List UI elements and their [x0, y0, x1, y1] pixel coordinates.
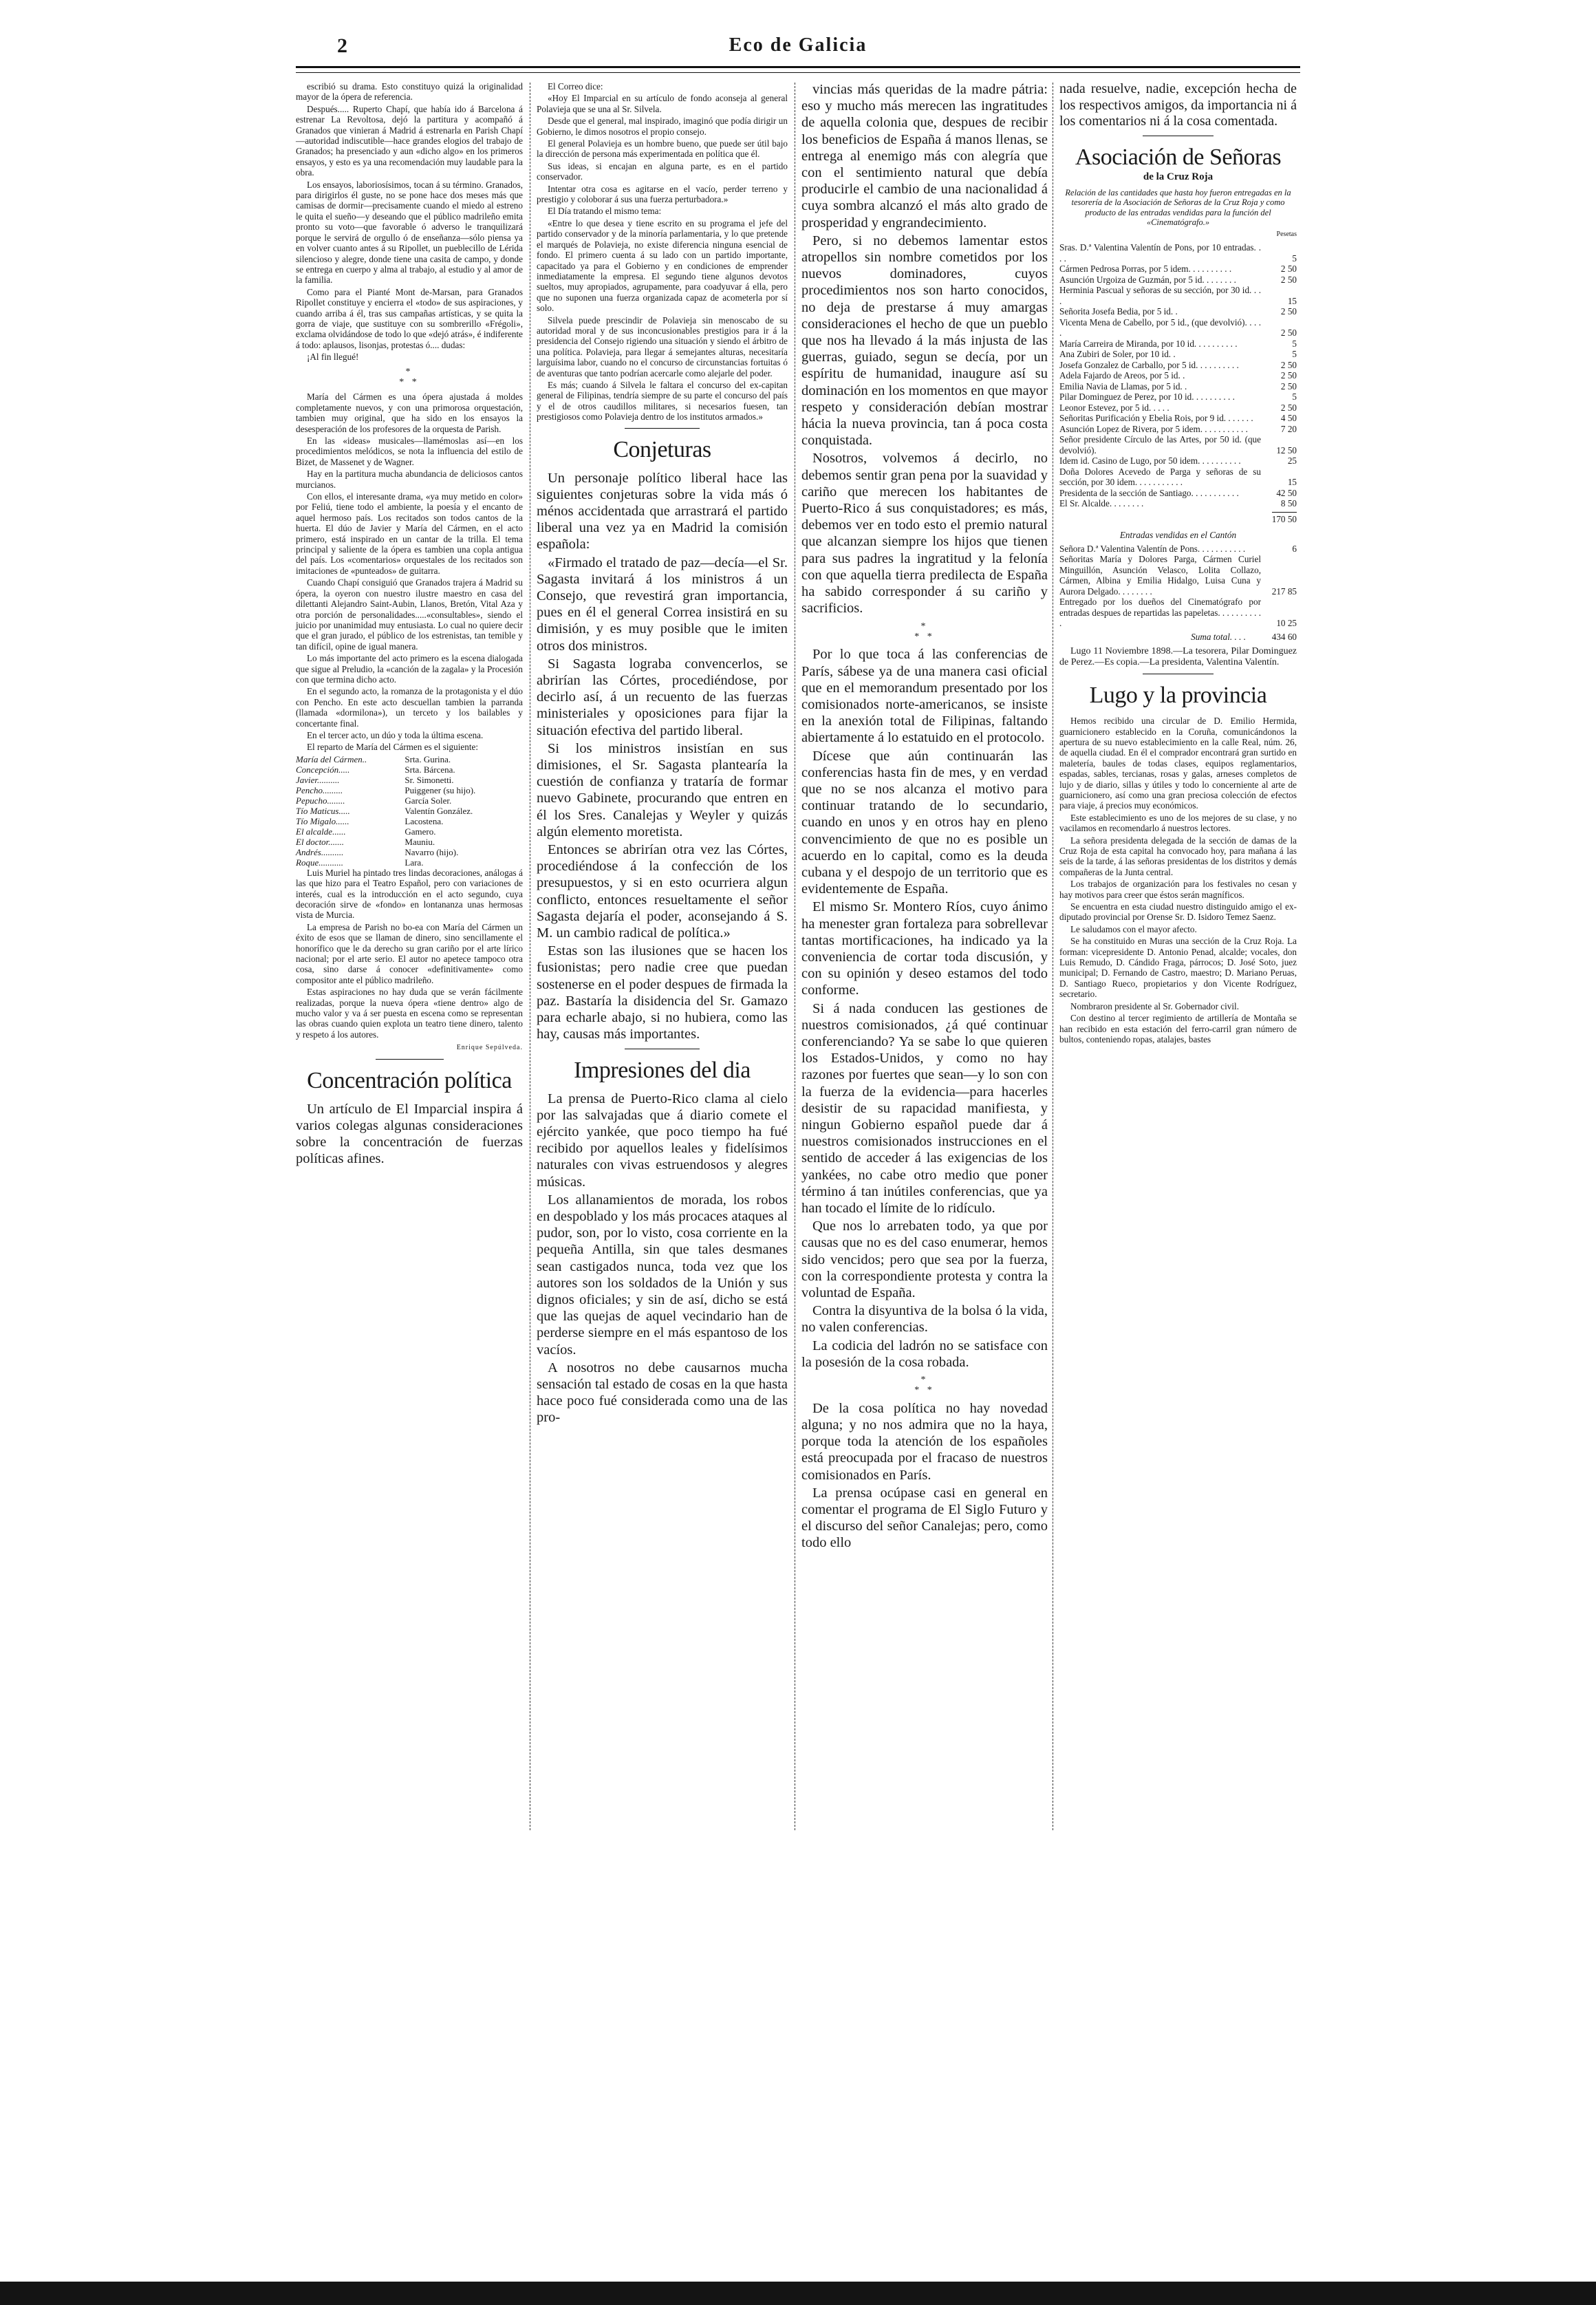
donor-name: Señorita Josefa Bedia, por 5 id. .: [1059, 306, 1178, 317]
section-title-conjeturas: Conjeturas: [613, 436, 711, 462]
donation-amount: 12 50: [1276, 444, 1297, 455]
donor-name: Doña Dolores Acevedo de Parga y señoras de su sección, por 30 idem. . . . . . . . . . .: [1059, 466, 1261, 488]
article-paragraph: «Hoy El Imparcial en su artículo de fondo aconseja al general Polavieja que se una al Sr. Silvela.: [537, 93, 788, 114]
article-paragraph: Cuando Chapí consiguió que Granados trajera á Madrid su ópera, la oyeron con nuestro ilustre maestro en casa del dilettanti Alejandro Saint-Aubin, Llanos, Bretón, Vital Aza y otra porción de personalidades.....«consultables», siendo el juicio por unanimidad muy entusiasta. Lo cual no quiere decir que el gran jurado, el público de los estrenistas, tan temible y tan difícil, opine de igual manera.: [296, 577, 523, 652]
donation-amount: 5: [1292, 392, 1297, 403]
article-paragraph: Desde que el general, mal inspirado, imaginó que podía dirigir un Gobierno, le dimos nosotros el propio consejo.: [537, 116, 788, 137]
article-paragraph: En las «ideas» musicales—llamémoslas así—en los procedimientos melódicos, se nota la influencia del estilo de Bizet, de Massenet y de Wagner.: [296, 436, 523, 467]
currency-label: Pesetas: [1276, 230, 1297, 238]
cast-role: Pepucho........: [296, 795, 345, 806]
cast-actor: Puiggener (su hijo).: [405, 784, 476, 795]
article-paragraph: Silvela puede prescindir de Polavieja sin menoscabo de su autoridad moral y de sus inconcusionables prestigios para ir á la presidencia del Consejo rigiendo una situación y siendo el árbitro de una política. Polavieja, para llegar á semejantes alturas, necesitaría larguísima labor, cuando no el concurso de circunstancias fortuitas ó de aventuras que tanto podrían acercarle como alejarle del poder.: [537, 314, 788, 378]
cast-actor: Lacostena.: [405, 815, 444, 826]
donation-amount: 217 85: [1271, 586, 1297, 597]
donor-name: Ana Zubiri de Soler, por 10 id. .: [1059, 349, 1176, 360]
cast-role: Roque...........: [296, 857, 343, 868]
donor-name: María Carreira de Miranda, por 10 id. . . . . . . . . .: [1059, 338, 1238, 349]
article-paragraph: El Día tratando el mismo tema:: [548, 206, 662, 217]
cast-row: [296, 857, 523, 868]
donation-row: [1059, 285, 1297, 306]
article-paragraph: nada resuelve, nadie, excepción hecha de los respectivos amigos, da importancia ni á los comentarios ni á la cosa comentada.: [1059, 81, 1297, 129]
section-subtitle: de la Cruz Roja: [1143, 171, 1214, 182]
donor-name: Señora D.ª Valentina Valentín de Pons. . . . . . . . . . .: [1059, 543, 1246, 554]
donation-row: [1059, 498, 1297, 509]
donation-amount: 2 50: [1280, 402, 1297, 413]
article-paragraph: Se ha constituido en Muras una sección de la Cruz Roja. La forman: vicepresidente D. Antonio Penad, alcalde; vocales, don Luis Remudo, D. Cándido Fraga, párrocos; D. José Soto, juez municipal; D. Fernando de Castro, maestro; D. Mariano Peruas, D. Santiago Rueco, propietarios y don Vicente Rodríguez, secretario.: [1059, 936, 1297, 1000]
donation-amount: 10 25: [1276, 618, 1297, 629]
total-row: [1059, 632, 1297, 643]
article-paragraph: Si Sagasta lograba convencerlos, se abrirían las Córtes, procediéndose, por decirlo así, á un recuento de las fuerzas ministeriales y oposiciones para fijar la situación efectiva del partido liberal.: [537, 656, 788, 738]
donor-name: Señoritas María y Dolores Parga, Cármen Curiel Minguillón, Asunción Velasco, Lolita Collazo, Cármen, Albina y Emilia Hidalgo, Luisa Cuna y Aurora Delgado. . . . . . . .: [1059, 554, 1261, 597]
donor-name: Josefa Gonzalez de Carballo, por 5 id. . . . . . . . . .: [1059, 359, 1239, 370]
article-paragraph: Por lo que toca á las conferencias de París, sábese ya de una manera casi oficial que en el memorandum presentado por los comisionados norte-americanos, se insiste en la anexión total de Filipinas, faltando abiertamente á lo estatuido en el protocolo.: [801, 647, 1048, 746]
donation-amount: 8 50: [1280, 498, 1297, 509]
donor-name: Asunción Urgoiza de Guzmán, por 5 id. . . . . . . .: [1059, 274, 1236, 285]
article-paragraph: Nombraron presidente al Sr. Gobernador civil.: [1070, 1000, 1239, 1011]
column-1: [296, 81, 523, 1168]
article-paragraph: Se encuentra en esta ciudad nuestro distinguido amigo el ex-diputado provincial por Orense Sr. D. Isidoro Temez Saenz.: [1059, 901, 1297, 923]
cast-row: [296, 837, 523, 847]
donor-name: Señoritas Purificación y Ebelia Rois, por 9 id. . . . . . .: [1059, 413, 1253, 424]
donation-amount: 7 20: [1280, 423, 1297, 434]
donation-amount: 2 50: [1280, 359, 1297, 370]
column-3: [801, 81, 1048, 1553]
donation-amount: 2 50: [1280, 370, 1297, 381]
cast-actor: Navarro (hijo).: [405, 846, 459, 857]
donation-row: [1059, 554, 1297, 597]
donation-row: [1059, 317, 1297, 339]
donation-row: [1059, 370, 1297, 381]
donation-amount: 5: [1292, 253, 1297, 264]
cast-row: [296, 847, 523, 857]
donor-name: Herminia Pascual y señoras de su sección, por 30 id. . . .: [1059, 285, 1261, 306]
article-paragraph: Que nos lo arrebaten todo, ya que por causas que no es del caso enumerar, hemos sido vencidos; pero que sea por la fuerza, con la correspondiente protesta y contra la voluntad de España.: [801, 1219, 1048, 1301]
canton-title: Entradas vendidas en el Cantón: [1119, 530, 1237, 541]
cast-role: El alcalde......: [296, 826, 346, 837]
article-paragraph: Si á nada conducen las gestiones de nuestros comisionados, ¿á qué continuar conferenciando? Ya se sabe lo que quieren los Estados-Unidos, y como no hay razones por fuertes que sean—y lo son con la fuerza de la evidencia—para hacerles desistir de su rapacidad manifiesta, y ningun Gobierno español puede dar á nuestros comisionados instrucciones en el sentido de acceder á las exigencias de los yankées, no cabe otro medio que poner término á tan inútiles conferencias, que ya han tocado el límite de lo ridículo.: [801, 1000, 1048, 1216]
donor-name: Cármen Pedrosa Porras, por 5 idem. . . . . . . . . .: [1059, 264, 1232, 275]
canton-table: [1059, 544, 1297, 629]
cast-role: Tío Migalo......: [296, 815, 349, 826]
donor-name: El Sr. Alcalde. . . . . . . .: [1059, 498, 1144, 509]
cast-role: Tío Maticus.....: [296, 805, 350, 816]
article-paragraph: La codicia del ladrón no se satisface con la posesión de la cosa robada.: [801, 1338, 1048, 1370]
cast-row: [296, 775, 523, 785]
donation-amount: 2 50: [1280, 264, 1297, 275]
article-paragraph: Le saludamos con el mayor afecto.: [1070, 923, 1197, 934]
donation-row: [1059, 403, 1297, 414]
donor-name: Asunción Lopez de Rivera, por 5 idem. . . . . . . . . . .: [1059, 423, 1248, 434]
article-paragraph: Hay en la partitura mucha abundancia de deliciosos cantos murcianos.: [296, 469, 523, 490]
donation-amount: 6: [1292, 543, 1297, 554]
cast-row: [296, 764, 523, 775]
column-4: [1059, 81, 1297, 1046]
donation-row: [1059, 242, 1297, 264]
article-paragraph: Sus ideas, si encajan en alguna parte, es en el partido conservador.: [537, 160, 788, 182]
cast-actor: Gamero.: [405, 826, 436, 837]
cast-role: El doctor.......: [296, 836, 345, 847]
article-paragraph: Este establecimiento es uno de los mejores de su clase, y no vacilamos en recomendarlo á nuestros lectores.: [1059, 812, 1297, 834]
donor-name: Sras. D.ª Valentina Valentín de Pons, por 10 entradas. . . .: [1059, 242, 1261, 264]
cast-row: [296, 795, 523, 806]
donation-amount: 25: [1287, 455, 1297, 467]
donation-amount: 42 50: [1276, 487, 1297, 498]
column-2: [537, 81, 788, 1428]
article-paragraph: La prensa ocúpase casi en general en comentar el programa de El Siglo Futuro y el discurso del señor Canalejas; pero, como todo ello: [801, 1485, 1048, 1551]
donation-row: [1059, 455, 1297, 467]
section-title-impresiones: Impresiones del dia: [574, 1057, 751, 1083]
donor-name: Presidenta de la sección de Santiago. . . . . . . . . . .: [1059, 487, 1239, 498]
donor-name: Adela Fajardo de Areos, por 5 id. .: [1059, 370, 1185, 381]
cast-actor: Lara.: [405, 857, 424, 868]
donation-row: [1059, 306, 1297, 317]
donation-row: [1059, 597, 1297, 629]
scan-border: [0, 2282, 1596, 2305]
article-paragraph: Los allanamientos de morada, los robos en despoblado y los más procaces ataques al pudor, son, por lo visto, cosa corriente en la pequeña Antilla, sin que tales desmanes sean castigados nunca, toda vez que los autores son los soldados de la Unión y sus dignos oficiales; y sin de así, dicho se está que las quejas de aquel vecindario han de perderse siempre en el más espantoso de los vacíos.: [537, 1192, 788, 1358]
article-paragraph: La prensa de Puerto-Rico clama al cielo por las salvajadas que á diario comete el ejército yankée, que poco tiempo ha fué recibido por aquellos leales y fidelísimos naturales con vivas estruendosos y alegres músicas.: [537, 1091, 788, 1190]
article-paragraph: A nosotros no debe causarnos mucha sensación tal estado de cosas en la que hasta hace poco fué considerada como una de las pro-: [537, 1360, 788, 1426]
subtotal: 170 50: [1272, 512, 1297, 524]
donor-name: Vicenta Mena de Cabello, por 5 id., (que devolvió). . . . .: [1059, 317, 1261, 339]
donation-row: [1059, 467, 1297, 488]
article-paragraph: vincias más queridas de la madre pátria: eso y mucho más merecen las ingratitudes de aquella colonia que, despues de recibir los beneficios de España á manos llenas, se entrega al enemigo más con alegría que con el sentimiento natural que debía producirle el cambio de una nacionalidad á cuya sombra alcanzó el más alto grado de prosperidad y engrandecimiento.: [801, 82, 1048, 231]
article-paragraph: Hemos recibido una circular de D. Emilio Hermida, guarnicionero establecido en la Coruña, comunicándonos la apertura de su nuevo establecimiento en la calle Real, núm. 26, de aquella ciudad. En él el comprador encontrará gran surtido en maletería, baules de todas clases, equipos reglamentarios, espadas, sables, tercianas, rosas y galas, arneses completos de lujo y de diario, sillas y útiles y todo lo concerniente al arte de guarnicionero, así como una gran preciosa colección de efectos para viaje, á precios muy económicos.: [1059, 716, 1297, 811]
section-separator-stars: * * *: [914, 621, 935, 642]
donation-row: [1059, 488, 1297, 499]
page-header: [296, 34, 1300, 69]
article-paragraph: La señora presidenta delegada de la sección de damas de la Cruz Roja de esta capital ha convocado hoy, para mañana á las seis de la tarde, á las señoras presidentas de los distritos y demás compañeras de la Junta central.: [1059, 835, 1297, 877]
donor-name: Entregado por los dueños del Cinematógrafo por entradas despues de repartidas las papeletas. . . . . . . . . . .: [1059, 597, 1261, 629]
divider: [376, 1059, 444, 1060]
article-paragraph: Nosotros, volvemos á decirlo, no debemos sentir gran pena por la suavidad y cariño que merecen los habitantes de Puerto-Rico á sus conquistadores; es más, debemos ver en todo esto el premio natural que alcanzan siempre los hijos que tienen para sus padres la ingratitud y la felonía con que aquella tierra predilecta de España ha sabido corresponder á su cariño y sacrificios.: [801, 451, 1048, 617]
donation-amount: 15: [1287, 295, 1297, 306]
section-title-concentracion: Concentración política: [307, 1067, 512, 1093]
closing-signature: Lugo 11 Noviembre 1898.—La tesorera, Pilar Dominguez de Perez.—Es copia.—La presidenta, Valentina Valentín.: [1059, 646, 1297, 668]
article-paragraph: El Correo dice:: [548, 81, 603, 92]
cast-list: [296, 754, 523, 868]
cast-row: [296, 806, 523, 816]
cast-actor: García Soler.: [405, 795, 452, 806]
donation-amount: 2 50: [1280, 380, 1297, 392]
article-paragraph: Estas son las ilusiones que se hacen los fusionistas; pero nadie cree que puedan sostenerse en el poder despues de firmada la paz. Bastaría la disidencia del Sr. Gamazo para echarle abajo, si no hubiera, como las hay, causas más importantes.: [537, 943, 788, 1042]
section-separator-stars: * * *: [399, 366, 420, 387]
donation-row: [1059, 424, 1297, 435]
donation-amount: 2 50: [1280, 306, 1297, 317]
article-signature: Enrique Sepúlveda.: [456, 1044, 523, 1052]
cast-actor: Srta. Bárcena.: [405, 764, 455, 775]
article-paragraph: Los trabajos de organización para los festivales no cesan y hay motivos para creer que éstos serán magníficos.: [1059, 879, 1297, 900]
article-paragraph: Contra la disyuntiva de la bolsa ó la vida, no valen conferencias.: [801, 1303, 1048, 1336]
page-number: 2: [337, 34, 347, 57]
article-paragraph: El reparto de María del Cármen es el siguiente:: [307, 742, 479, 753]
donation-row: [1059, 544, 1297, 555]
article-paragraph: En el tercer acto, un dúo y toda la última escena.: [307, 729, 484, 740]
donation-row: [1059, 392, 1297, 403]
cast-actor: Valentín González.: [405, 805, 473, 816]
article-paragraph: Luis Muriel ha pintado tres lindas decoraciones, análogas á las que hizo para el Teatro Español, pero con variaciones de interés, cual es la introducción en el acto segundo, cuya decoración sirve de «fondo» en lontananza unas hermosas vista de Murcia.: [296, 867, 523, 921]
article-paragraph: Con destino al tercer regimiento de artillería de Montaña se han recibido en esta estación del ferro-carril gran número de bultos, conteniendo ropas, atalajes, bastes: [1059, 1013, 1297, 1044]
cast-role: María del Cármen..: [296, 753, 367, 764]
article-paragraph: El general Polavieja es un hombre bueno, que puede ser útil bajo la dirección de persona más experimentada en política que él.: [537, 138, 788, 160]
article-paragraph: Lo más importante del acto primero es la escena dialogada que sigue al Preludio, la «canción de la zagala» y la Procesión con que termina dicho acto.: [296, 653, 523, 685]
cast-role: Andrés..........: [296, 846, 344, 857]
cast-role: Pencho.........: [296, 784, 343, 795]
article-paragraph: Después..... Ruperto Chapí, que había ido á Barcelona á estrenar La Revoltosa, dejó la partitura y acompañó á Granados que vinieran á Madrid á estrenarla en Parish Chapí—autoridad indiscutible—hace grandes elogios del trabajo de Granados; ha presenciado y aun «dicho algo» en los primeros ensayos, y esto es ya una recomendación muy laudable para la obra.: [296, 103, 523, 178]
donation-row: [1059, 381, 1297, 392]
article-paragraph: Los ensayos, laboriosísimos, tocan á su término. Granados, para dirigirlos él guste, no se pone hace dos meses más que camisas de dormir—precisamente cuando el miedo al estreno le quita el sueño—y deseando que el público madrileño emita pronto su voto—que favorable ó adverso le tranquilizará porque le servirá de orgullo ó de enseñanza—sólo piensa ya en volver cuanto antes á su Ripollet, un pueblecillo de Lérida silencioso y alegre, donde tiene una casita de campo, y donde se entrega en cuerpo y alma al trabajo, al estudio y al amor de la familia.: [296, 179, 523, 286]
cast-actor: Sr. Simonetti.: [405, 774, 454, 785]
donation-amount: 2 50: [1280, 328, 1297, 339]
section-separator-stars: * * *: [914, 1375, 935, 1396]
article-paragraph: Estas aspiraciones no hay duda que se verán fácilmente realizadas, porque la nueva ópera «tiene dentro» algo de mucho valor y va á ser puesta en escena como se representan las obras cuando quien explota un teatro tiene dinero, talento y respeto á los autores.: [296, 987, 523, 1040]
masthead-title: Eco de Galicia: [729, 34, 867, 56]
section-title-lugo: Lugo y la provincia: [1089, 683, 1267, 709]
header-rule: [296, 66, 1300, 73]
article-paragraph: «Firmado el tratado de paz—decía—el Sr. Sagasta invitará á los ministros á un Consejo, que revestirá gran importancia, pues en él el general Correa insistirá en su dimisión, y es muy posible que le imiten otros dos ministros.: [537, 555, 788, 654]
cast-row: [296, 826, 523, 837]
article-paragraph: ¡Al fin llegué!: [307, 352, 359, 363]
total-amount: 434 60: [1271, 631, 1297, 642]
donation-row: [1059, 413, 1297, 424]
cast-actor: Srta. Gurina.: [405, 753, 451, 764]
article-paragraph: escribió su drama. Esto constituyo quizá la originalidad mayor de la ópera de referencia.: [296, 81, 523, 103]
donation-amount: 15: [1287, 477, 1297, 488]
article-paragraph: El mismo Sr. Montero Ríos, cuyo ánimo ha menester gran fortaleza para sobrellevar tantas mortificaciones, ha indicado ya la conveniencia de cortar toda discusión, y con su opinión y deseo estamos del todo conforme.: [801, 899, 1048, 998]
article-paragraph: La empresa de Parish no bo-ea con María del Cármen un éxito de esos que se llaman de dinero, sino sencillamente el honorífico que le da derecho su gran cariño por el arte lírico nacional; por el arte serio. El autor no apetece tampoco otra cosa, sino darse á conocer «definitivamente» como compositor ante el público madrileño.: [296, 921, 523, 985]
donation-row: [1059, 434, 1297, 455]
donor-name: Señor presidente Círculo de las Artes, por 50 id. (que devolvió).: [1059, 434, 1261, 455]
donor-name: Idem id. Casino de Lugo, por 50 idem. . . . . . . . . .: [1059, 455, 1241, 467]
donation-row: [1059, 349, 1297, 360]
article-paragraph: María del Cármen es una ópera ajustada á moldes completamente nuevos, y con una primorosa orquestación, tambien muy original, que ha sido en los ensayos la desesperación de los profesores de la orquesta de Parish.: [296, 392, 523, 434]
donation-row: [1059, 360, 1297, 371]
article-paragraph: «Entre lo que desea y tiene escrito en su programa el jefe del partido conservador y de la minoría parlamentaria, y lo que pretende el marqués de Polavieja, no existe diferencia ninguna esencial de fondo. El primero cuenta á su lado con un partido importante, capacitado ya para el Gobierno y en condiciones de emprender inmediatamente la empresa. El segundo tiene algunos devotos sueltos, muy apropiados, agrupamente, para coadyuvar á ella, pero que no suponen una fuerza organizada capaz de acometerla por sí solo.: [537, 217, 788, 314]
donor-name: Emilia Navia de Llamas, por 5 id. .: [1059, 380, 1187, 392]
donor-name: Leonor Estevez, por 5 id. . . . .: [1059, 402, 1169, 413]
donation-row: [1059, 275, 1297, 286]
cast-role: Concepción.....: [296, 764, 350, 775]
donations-intro: Relación de las cantidades que hasta hoy fueron entregadas en la tesorería de la Asociación de Señoras de la Cruz Roja y como producto de las entradas vendidas para la función del «Cinematógrafo.»: [1065, 187, 1291, 228]
article-paragraph: Con ellos, el interesante drama, «ya muy metido en color» por Feliú, tiene todo el ambiente, la poesía y el encanto de aquel hermoso país. Los recitados son todos cantos de la huerta. El dúo de Javier y María del Cármen, en el acto primero, está inspirado en un cantar de la trilla. El tema principal y saliente de la ópera es tambien una copla antigua del país. Los «comentarios» orquestales de los recitados son imitaciones de «punteados» de guitarra.: [296, 491, 523, 576]
cast-role: Javier..........: [296, 774, 340, 785]
article-paragraph: Como para el Pianté Mont de-Marsan, para Granados Ripollet constituye y encierra el «todo» de sus aspiraciones, y cuando arriba á él, tras sus campañas artísticas, y se quita la gorra de viaje, que sustituye con su sombrerillo «Frégoli», exclama olvidándose de todo lo que «dejó atrás», é indiferente á todo: aplausos, lisonjas, protestas ó.... dudas:: [296, 286, 523, 350]
cast-actor: Mauniu.: [405, 836, 435, 847]
article-paragraph: Es más; cuando á Silvela le faltara el concurso del ex-capitan general de Filipinas, tendría siempre de su parte el concurso del país y el de otros caudillos militares, si necesarios fuesen, tan prestigiosos como Polavieja dentro de los institutos armados.»: [537, 379, 788, 422]
donation-row: [1059, 264, 1297, 275]
article-paragraph: Pero, si no debemos lamentar estos atropellos sin nombre cometidos por los nuevos dominadores, cuyos procedimientos nos son harto conocidos, no deja de prestarse á muy amargas consideraciones el hecho de que un pueblo que nos ha llevado á la más injusta de las guerras, guiado, segun se decía, por un espíritu de humanidad, inaugure así su dominación en los momentos en que mayor respeto y consideración debían mostrar hácia la nueva provincia, tan á poca costa conquistada.: [801, 233, 1048, 449]
total-label: Suma total. . . .: [1191, 631, 1246, 642]
cast-row: [296, 754, 523, 764]
article-paragraph: Entonces se abrirían otra vez las Córtes, procediéndose á la confección de los presupuestos, y si en esto ocurriera algun conflicto, entonces resueltamente el señor Sagasta dejaría el poder, aconsejando á S. M. un cambio radical de política.»: [537, 842, 788, 941]
donation-amount: 2 50: [1280, 274, 1297, 285]
article-paragraph: Si los ministros insistían en sus dimisiones, el Sr. Sagasta plantearía la cuestión de confianza y trataría de formar nuevo Gabinete, procurando que entren en él los Sres. Canalejas y Weyler y quizás algún elemento moretista.: [537, 740, 788, 839]
article-paragraph: En el segundo acto, la romanza de la protagonista y el dúo con Pencho. En este acto descuellan tambien la parranda (llamada «dormilona»), un terceto y los bailables y concertante final.: [296, 686, 523, 729]
donation-amount: 4 50: [1280, 413, 1297, 424]
donation-row: [1059, 339, 1297, 350]
donor-name: Pilar Dominguez de Perez, por 10 id. . . . . . . . . .: [1059, 392, 1235, 403]
article-paragraph: Intentar otra cosa es agitarse en el vacío, perder terreno y prestigio y coloborar á sus una fuerza perturbadora.»: [537, 183, 788, 205]
divider: [625, 428, 700, 429]
article-paragraph: De la cosa política no hay novedad alguna; y no nos admira que no la haya, porque toda la atención de los españoles está preocupada por el fracaso de nuestros comisionados en París.: [801, 1400, 1048, 1483]
article-paragraph: Un personaje político liberal hace las siguientes conjeturas sobre la vida más ó ménos accidentada que arrastrará el partido liberal una vez ya en Madrid la comisión española:: [537, 470, 788, 553]
cast-row: [296, 785, 523, 795]
article-paragraph: Dícese que aún continuarán las conferencias hasta fin de mes, y en verdad que no se nos alcanza el motivo para continuar tratando de lo secundario, cuando en unos y en otros hay en pleno convencimiento de que no es posible un acuerdo en lo capital, como es la deuda cubana y el despojo de un territorio que es evidentemente de España.: [801, 748, 1048, 897]
cast-row: [296, 816, 523, 826]
donations-table: [1059, 242, 1297, 509]
donation-amount: 5: [1292, 349, 1297, 360]
article-paragraph: Un artículo de El Imparcial inspira á varios colegas algunas consideraciones sobre la concentración de fuerzas políticas afines.: [296, 1101, 523, 1166]
section-title-asociacion: Asociación de Señoras: [1075, 144, 1282, 170]
donation-amount: 5: [1292, 338, 1297, 349]
